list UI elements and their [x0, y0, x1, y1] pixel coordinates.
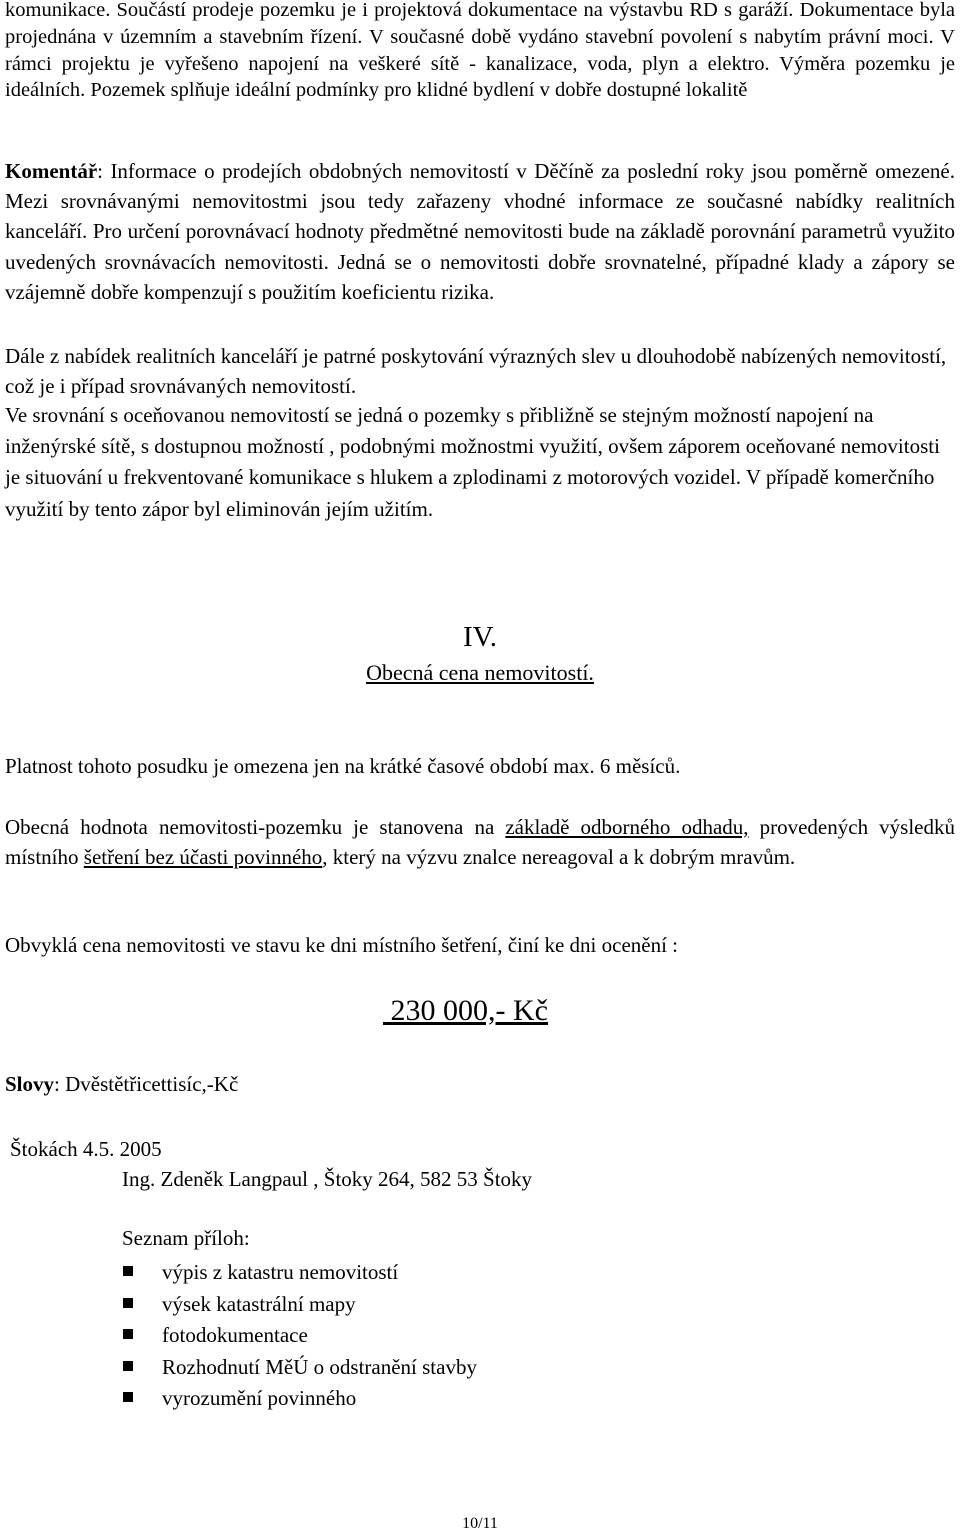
attachment-item [0, 1290, 700, 1320]
intro-paragraph: komunikace. Součástí prodeje pozemku je i projektová dokumentace na výstavbu RD s garáží. Dokumentace byla projednána v územním a stavebním řízení. V současné době vydáno stavební povolení s nabytím právní moci. V rámci projektu je vyřešeno napojení na veškeré sítě - kanalizace, voda, plyn a elektro. Výměra pozemku je ideálních. Pozemek splňuje ideální podmínky pro klidné bydlení v dobře dostupné lokalitě [5, 0, 955, 102]
author-line: Ing. Zdeněk Langpaul , Štoky 264, 582 53 Štoky [122, 1167, 533, 1191]
square-bullet-icon [123, 1298, 133, 1308]
value-text-3: , který na výzvu znalce nereagoval a k dobrým mravům. [322, 845, 796, 869]
validity-statement: Platnost tohoto posudku je omezena jen na krátké časové období max. 6 měsíců. [5, 754, 681, 778]
attachment-item [0, 1321, 700, 1351]
square-bullet-icon [123, 1266, 133, 1276]
words-value: : Dvěstětřicettisíc,-Kč [54, 1072, 239, 1096]
section-title: Obecná cena nemovitostí. [366, 660, 594, 685]
square-bullet-icon [123, 1392, 133, 1402]
square-bullet-icon [123, 1361, 133, 1371]
comment-paragraph [5, 156, 955, 307]
value-statement [5, 812, 955, 872]
value-text-2: provedených výsledků místního [5, 815, 955, 869]
price-value: 230 000,- Kč [383, 994, 548, 1027]
page-number: 10/11 [462, 1515, 498, 1532]
attachment-label: fotodokumentace [162, 1323, 308, 1347]
square-bullet-icon [123, 1329, 133, 1339]
comment-label: Komentář [5, 159, 98, 183]
attachment-label: Rozhodnutí MěÚ o odstranění stavby [162, 1355, 477, 1379]
section-number: IV. [462, 621, 498, 653]
attachments-title: Seznam příloh: [122, 1226, 250, 1250]
words-label: Slovy [5, 1072, 55, 1096]
attachment-item [0, 1258, 700, 1288]
attachment-label: vyrozumění povinného [162, 1386, 357, 1410]
attachment-label: výpis z katastru nemovitostí [162, 1260, 399, 1284]
attachment-label: výsek katastrální mapy [162, 1292, 356, 1316]
price-in-words [5, 1070, 238, 1098]
comparison-paragraph: Ve srovnání s oceňovanou nemovitostí se jedná o pozemky s přibližně se stejným možností napojení na inženýrské sítě, s dostupnou možností , podobnými možnostmi využití, ovšem záporem oceňované nemovitosti je situování u frekventované komunikace s hlukem a zplodinami z motorových vozidel. V případě komerčního využití by tento zápor byl eliminován jejím užitím. [5, 403, 940, 521]
discounts-paragraph: Dále z nabídek realitních kanceláří je patrné poskytování výrazných slev u dlouhodobě nabízených nemovitostí, což je i případ srovnávaných nemovitostí. [5, 344, 947, 398]
value-text-1: Obecná hodnota nemovitosti-pozemku je stanovena na [5, 815, 506, 839]
attachment-item [0, 1353, 700, 1383]
comment-text: : Informace o prodejích obdobných nemovitostí v Děčíně za poslední roky jsou poměrně omezené. Mezi srovnávanými nemovitostmi jsou tedy zařazeny vhodné informace ze současné nabídky realitních kanceláří. Pro určení porovnávací hodnoty předmětné nemovitosti bude na základě porovnání parametrů využito uvedených srovnávacích nemovitosti. Jedná se o nemovitosti dobře srovnatelné, případné klady a zápory se vzájemně dobře kompenzují s použitím koeficientu rizika. [5, 159, 955, 304]
value-underline-1: základě odborného odhadu, [505, 815, 749, 839]
price-line: Obvyklá cena nemovitosti ve stavu ke dni místního šetření, činí ke dni ocenění : [5, 933, 679, 957]
place-date: Štokách 4.5. 2005 [10, 1137, 162, 1161]
value-underline-2: šetření bez účasti povinného [83, 845, 323, 869]
attachment-item [0, 1384, 700, 1414]
